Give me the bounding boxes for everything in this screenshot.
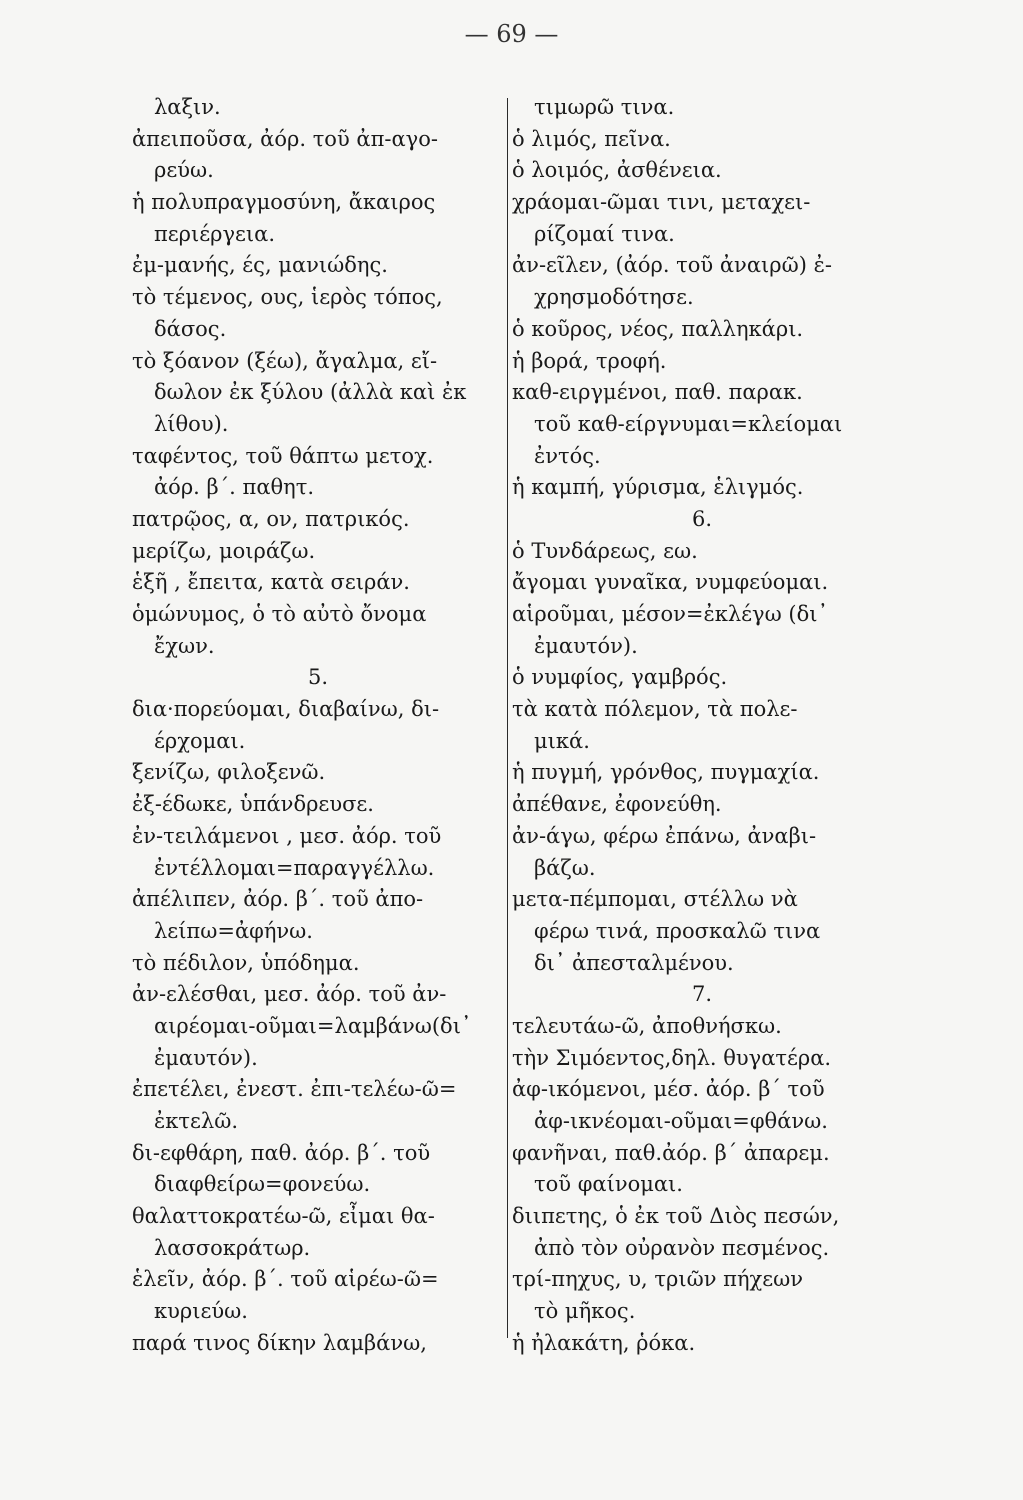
glossary-line: ἐπετέλει, ἐνεστ. ἐπι-τελέω-ῶ=	[132, 1077, 457, 1102]
glossary-line: ἡ πολυπραγμοσύνη, ἄκαιρος	[132, 190, 436, 215]
glossary-line: ἑξῆ , ἔπειτα, κατὰ σειράν.	[132, 570, 410, 595]
glossary-line: χράομαι-ῶμαι τινι, μεταχει-	[512, 190, 811, 215]
glossary-line: μικά.	[534, 728, 590, 753]
glossary-line: μερίζω, μοιράζω.	[132, 538, 316, 563]
glossary-line: ἑλεῖν, ἀόρ. β΄. τοῦ αἱρέω-ῶ=	[132, 1267, 439, 1292]
glossary-line: ἐμαυτόν).	[154, 1045, 258, 1070]
glossary-line: ὁ Τυνδάρεως, εω.	[512, 538, 698, 563]
glossary-line: λασσοκράτωρ.	[154, 1235, 311, 1260]
glossary-line: ἀόρ. β΄. παθητ.	[154, 475, 315, 500]
glossary-line: δια·πορεύομαι, διαβαίνω, δι-	[132, 697, 440, 722]
glossary-line: μετα-πέμπομαι, στέλλω νὰ	[512, 887, 798, 912]
glossary-line: παρά τινος δίκην λαμβάνω,	[132, 1330, 427, 1355]
glossary-line: ἐντέλλομαι=παραγγέλλω.	[154, 855, 435, 880]
glossary-line: ἡ ἠλακάτη, ῥόκα.	[512, 1330, 696, 1355]
section-number: 5.	[307, 665, 329, 690]
section-number: 6.	[691, 506, 713, 531]
glossary-line: ἀφ-ικνέομαι-οῦμαι=φθάνω.	[534, 1109, 828, 1133]
glossary-line: ἐμαυτόν).	[534, 633, 638, 658]
glossary-line: ἡ βορά, τροφή.	[512, 348, 667, 373]
glossary-left-column	[132, 92, 504, 1360]
glossary-right-column	[512, 92, 892, 1360]
glossary-line: τὸ πέδιλον, ὑπόδημα.	[132, 950, 360, 975]
glossary-line: ρεύω.	[154, 158, 214, 183]
glossary-line: ἀπέλιπεν, ἀόρ. β΄. τοῦ ἀπο-	[132, 887, 424, 912]
glossary-line: τοῦ φαίνομαι.	[534, 1172, 683, 1197]
glossary-line: ὁ λιμός, πεῖνα.	[512, 126, 671, 151]
glossary-line: δι-εφθάρη, παθ. ἀόρ. β΄. τοῦ	[132, 1140, 431, 1165]
glossary-line: ἀν-ελέσθαι, μεσ. ἀόρ. τοῦ ἀν-	[132, 982, 447, 1007]
glossary-line: τὰ κατὰ πόλεμον, τὰ πολε-	[512, 697, 798, 722]
glossary-line: αἱροῦμαι, μέσον=ἐκλέγω (δι᾽	[512, 602, 828, 626]
glossary-line: δάσος.	[154, 316, 227, 341]
glossary-line: ὁμώνυμος, ὁ τὸ αὐτὸ ὄνομα	[132, 602, 427, 626]
glossary-line: φανῆναι, παθ.ἀόρ. β΄ ἀπαρεμ.	[512, 1140, 830, 1165]
glossary-line: ἀν-εῖλεν, (ἀόρ. τοῦ ἀναιρῶ) ἐ-	[512, 253, 832, 278]
glossary-line: ὁ κοῦρος, νέος, παλληκάρι.	[512, 316, 804, 341]
glossary-line: πατρῷος, α, ον, πατρικός.	[132, 506, 410, 531]
glossary-line: λείπω=ἀφήνω.	[154, 918, 313, 943]
glossary-line: ἐξ-έδωκε, ὑπάνδρευσε.	[132, 792, 374, 817]
glossary-line: τιμωρῶ τινα.	[534, 95, 675, 119]
glossary-line: ταφέντος, τοῦ θάπτω μετοχ.	[132, 443, 434, 468]
glossary-line: περιέργεια.	[154, 221, 276, 246]
column-divider	[507, 98, 508, 1338]
glossary-line: δι᾽ ἀπεσταλμένου.	[534, 950, 734, 975]
glossary-line: έρχομαι.	[154, 728, 246, 753]
glossary-line: ἐντός.	[534, 443, 601, 468]
glossary-line: ἀπέθανε, ἐφονεύθη.	[512, 792, 722, 817]
glossary-line: διαφθείρω=φονεύω.	[154, 1172, 371, 1197]
glossary-line: ξενίζω, φιλοξενῶ.	[132, 760, 326, 785]
glossary-line: τὴν Σιμόεντος,δηλ. θυγατέρα.	[512, 1045, 832, 1070]
glossary-line: ἀν-άγω, φέρω ἐπάνω, ἀναβι-	[512, 823, 817, 848]
glossary-line: ὁ λοιμός, ἀσθένεια.	[512, 158, 722, 183]
glossary-line: τελευτάω-ῶ, ἀποθνήσκω.	[512, 1013, 782, 1038]
page-number: — 69 —	[464, 20, 559, 48]
glossary-line: αιρέομαι-οῦμαι=λαμβάνω(δι᾽	[154, 1013, 472, 1038]
glossary-line: ἐκτελῶ.	[154, 1109, 238, 1133]
glossary-line: ρίζομαί τινα.	[534, 221, 675, 246]
glossary-line: ἡ καμπή, γύρισμα, ἑλιγμός.	[512, 475, 804, 500]
glossary-line: ἐν-τειλάμενοι , μεσ. ἀόρ. τοῦ	[132, 823, 442, 848]
glossary-line: θαλαττοκρατέω-ῶ, εἶμαι θα-	[132, 1204, 435, 1229]
glossary-line: δωλον ἐκ ξύλου (ἀλλὰ καὶ ἐκ	[154, 380, 467, 405]
glossary-line: κυριεύω.	[154, 1299, 248, 1324]
glossary-line: ἐμ-μανής, ές, μανιώδης.	[132, 253, 388, 278]
glossary-line: βάζω.	[534, 855, 596, 880]
glossary-line: τοῦ καθ-είργνυμαι=κλείομαι	[534, 411, 843, 436]
glossary-line: φέρω τινά, προσκαλῶ τινα	[534, 918, 821, 943]
glossary-line: τὸ τέμενος, ους, ἱερὸς τόπος,	[132, 285, 443, 310]
glossary-line: ἀφ-ικόμενοι, μέσ. ἀόρ. β΄ τοῦ	[512, 1077, 825, 1102]
glossary-line: καθ-ειργμένοι, παθ. παρακ.	[512, 380, 803, 405]
glossary-line: ἔχων.	[154, 633, 215, 658]
glossary-line: ὁ νυμφίος, γαμβρός.	[512, 665, 728, 690]
glossary-line: τὸ μῆκος.	[534, 1299, 636, 1324]
glossary-line: ἀπὸ τὸν οὐρανὸν πεσμένος.	[534, 1235, 830, 1260]
glossary-line: ἄγομαι γυναῖκα, νυμφεύομαι.	[512, 570, 829, 595]
glossary-line: χρησμοδότησε.	[534, 285, 694, 310]
glossary-line: ἡ πυγμή, γρόνθος, πυγμαχία.	[512, 760, 820, 785]
section-number: 7.	[691, 982, 713, 1007]
glossary-line: τρί-πηχυς, υ, τριῶν πήχεων	[512, 1267, 804, 1292]
glossary-line: τὸ ξόανον (ξέω), ἄγαλμα, εἴ-	[132, 348, 438, 373]
glossary-line: λαξιν.	[154, 95, 221, 119]
glossary-line: διιπετης, ὁ ἐκ τοῦ Διὸς πεσών,	[512, 1204, 840, 1229]
glossary-line: λίθου).	[154, 411, 229, 436]
glossary-line: ἀπειποῦσα, ἀόρ. τοῦ ἀπ-αγο-	[132, 126, 438, 151]
